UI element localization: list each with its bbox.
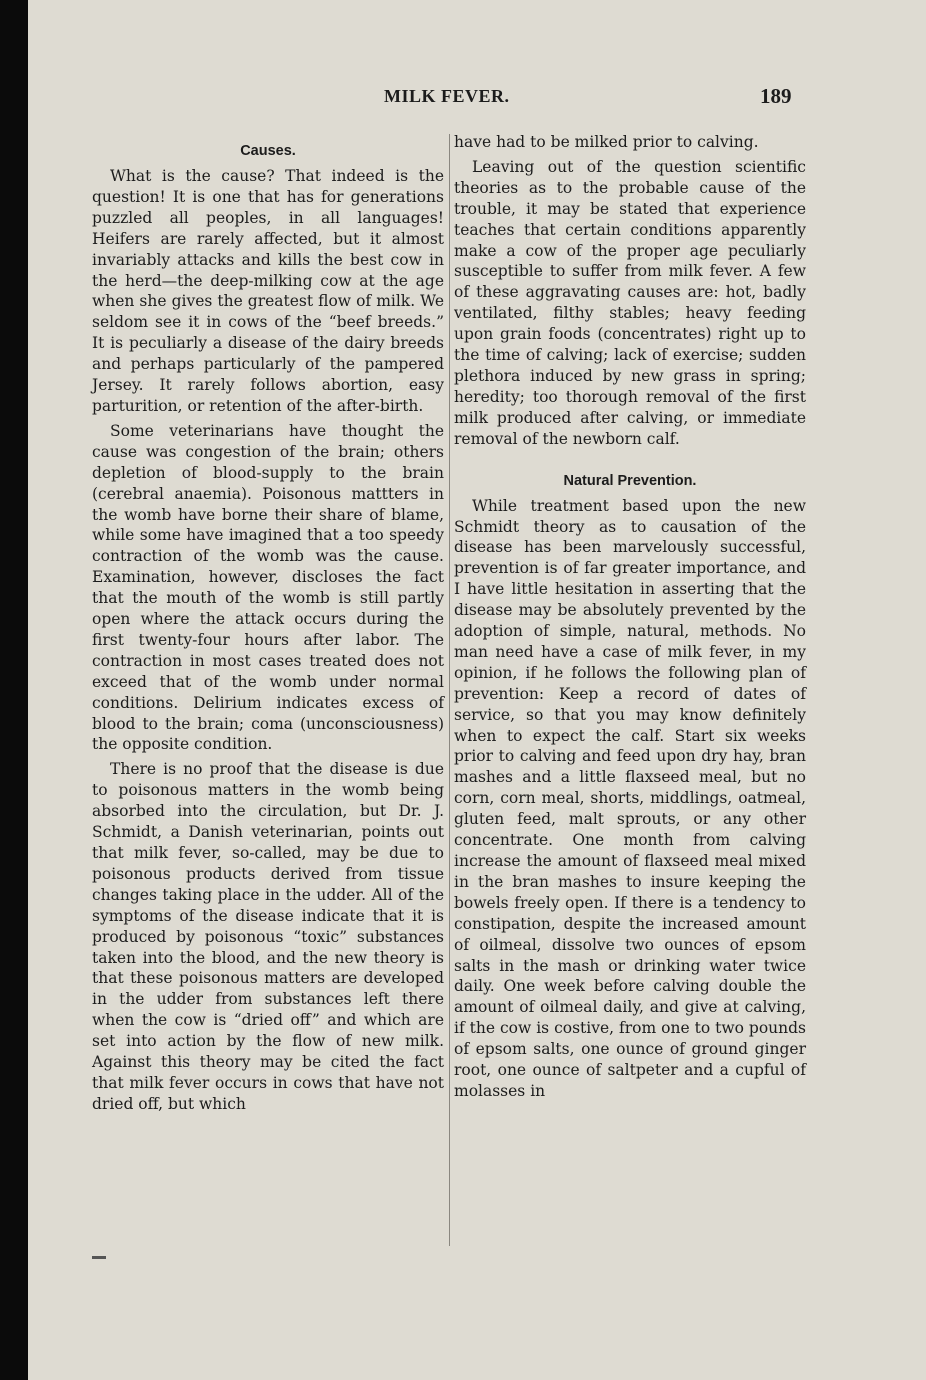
paragraph: There is no proof that the disease is due to poisonous matters in the womb being absorbed into the circulation, but Dr. J. Schmidt, a Danish veterinarian, points out that milk fever, so-called, may be due to poisonous products derived from tissue changes taking place in the udder. All of the symptoms of the disease indicate that it is produced by poisonous “toxic” substances taken into the blood, and the new theory is that these poisonous matters are developed in the udder from substances left there when the cow is “dried off” and which are set into action by the flow of new milk. Against this theory may be cited the fact that milk fever occurs in cows that have not dried off, but which <box>92 760 444 1113</box>
page-number: 189 <box>760 84 792 108</box>
section-heading-causes: Causes. <box>240 143 296 159</box>
paragraph: Leaving out of the question scientific theories as to the probable cause of the trouble, it may be stated that experience teaches that certain conditions apparently make a cow of the proper age peculiarly susceptible to suffer from milk fever. A few of these aggravating causes are: hot, badly ventilated, filthy stables; heavy feeding upon grain foods (concentrates) right up to the time of calving; lack of exercise; sudden plethora induced by new grass in spring; heredity; too thorough removal of the first milk produced after calving, or immediate removal of the newborn calf. <box>454 157 806 448</box>
column-divider <box>449 134 450 1246</box>
left-column <box>92 140 444 1119</box>
section-heading-natural-prevention: Natural Prevention. <box>563 472 697 489</box>
paragraph-continuation: have had to be milked prior to calving. <box>454 133 759 151</box>
paragraph: What is the cause? That indeed is the question! It is one that has for generations puzzled all peoples, in all languages! Heifers are rarely affected, but it almost invariably attacks and kills the best cow in the herd—the deep-milking cow at the age when she gives the greatest flow of milk. We seldom see it in cows of the “beef breeds.” It is peculiarly a disease of the dairy breeds and perhaps particularly of the pampered Jersey. It rarely follows abortion, easy parturition, or retention of the after-birth. <box>92 167 444 415</box>
ink-mark <box>92 1256 106 1259</box>
paragraph: Some veterinarians have thought the cause was congestion of the brain; others depletion of blood-supply to the brain (cerebral anaemia). Poisonous mattters in the womb have borne their share of blame, while some have imagined that a too speedy contraction of the womb was the cause. Examination, however, discloses the fact that the mouth of the womb is still partly open where the attack occurs during the first twenty-four hours after labor. The contraction in most cases treated does not exceed that of the womb under normal conditions. Delirium indicates excess of blood to the brain; coma (unconsciousness) the opposite condition. <box>92 421 444 754</box>
running-head: MILK FEVER. <box>384 86 510 106</box>
page-header <box>28 86 926 112</box>
right-column <box>454 132 806 1106</box>
paragraph: While treatment based upon the new Schmidt theory as to causation of the disease has been marvelously successful, prevention is of far greater importance, and I have little hesitation in asserting that the disease may be absolutely prevented by the adoption of simple, natural, methods. No man need have a case of milk fever, in my opinion, if he follows the following plan of prevention: Keep a record of dates of service, so that you may know definitely when to expect the calf. Start six weeks prior to calving and feed upon dry hay, bran mashes and a little flaxseed meal, but no corn, corn meal, shorts, middlings, oatmeal, gluten feed, malt sprouts, or any other concentrate. One month from calving increase the amount of flaxseed meal mixed in the bran mashes to insure keeping the bowels freely open. If there is a tendency to constipation, despite the increased amount of oilmeal, dissolve two ounces of epsom salts in the mash or drinking water twice daily. One week before calving double the amount of oilmeal daily, and give at calving, if the cow is costive, from one to two pounds of epsom salts, one ounce of ground ginger root, one ounce of saltpeter and a cupful of molasses in <box>454 496 806 1100</box>
book-page <box>28 0 926 1380</box>
